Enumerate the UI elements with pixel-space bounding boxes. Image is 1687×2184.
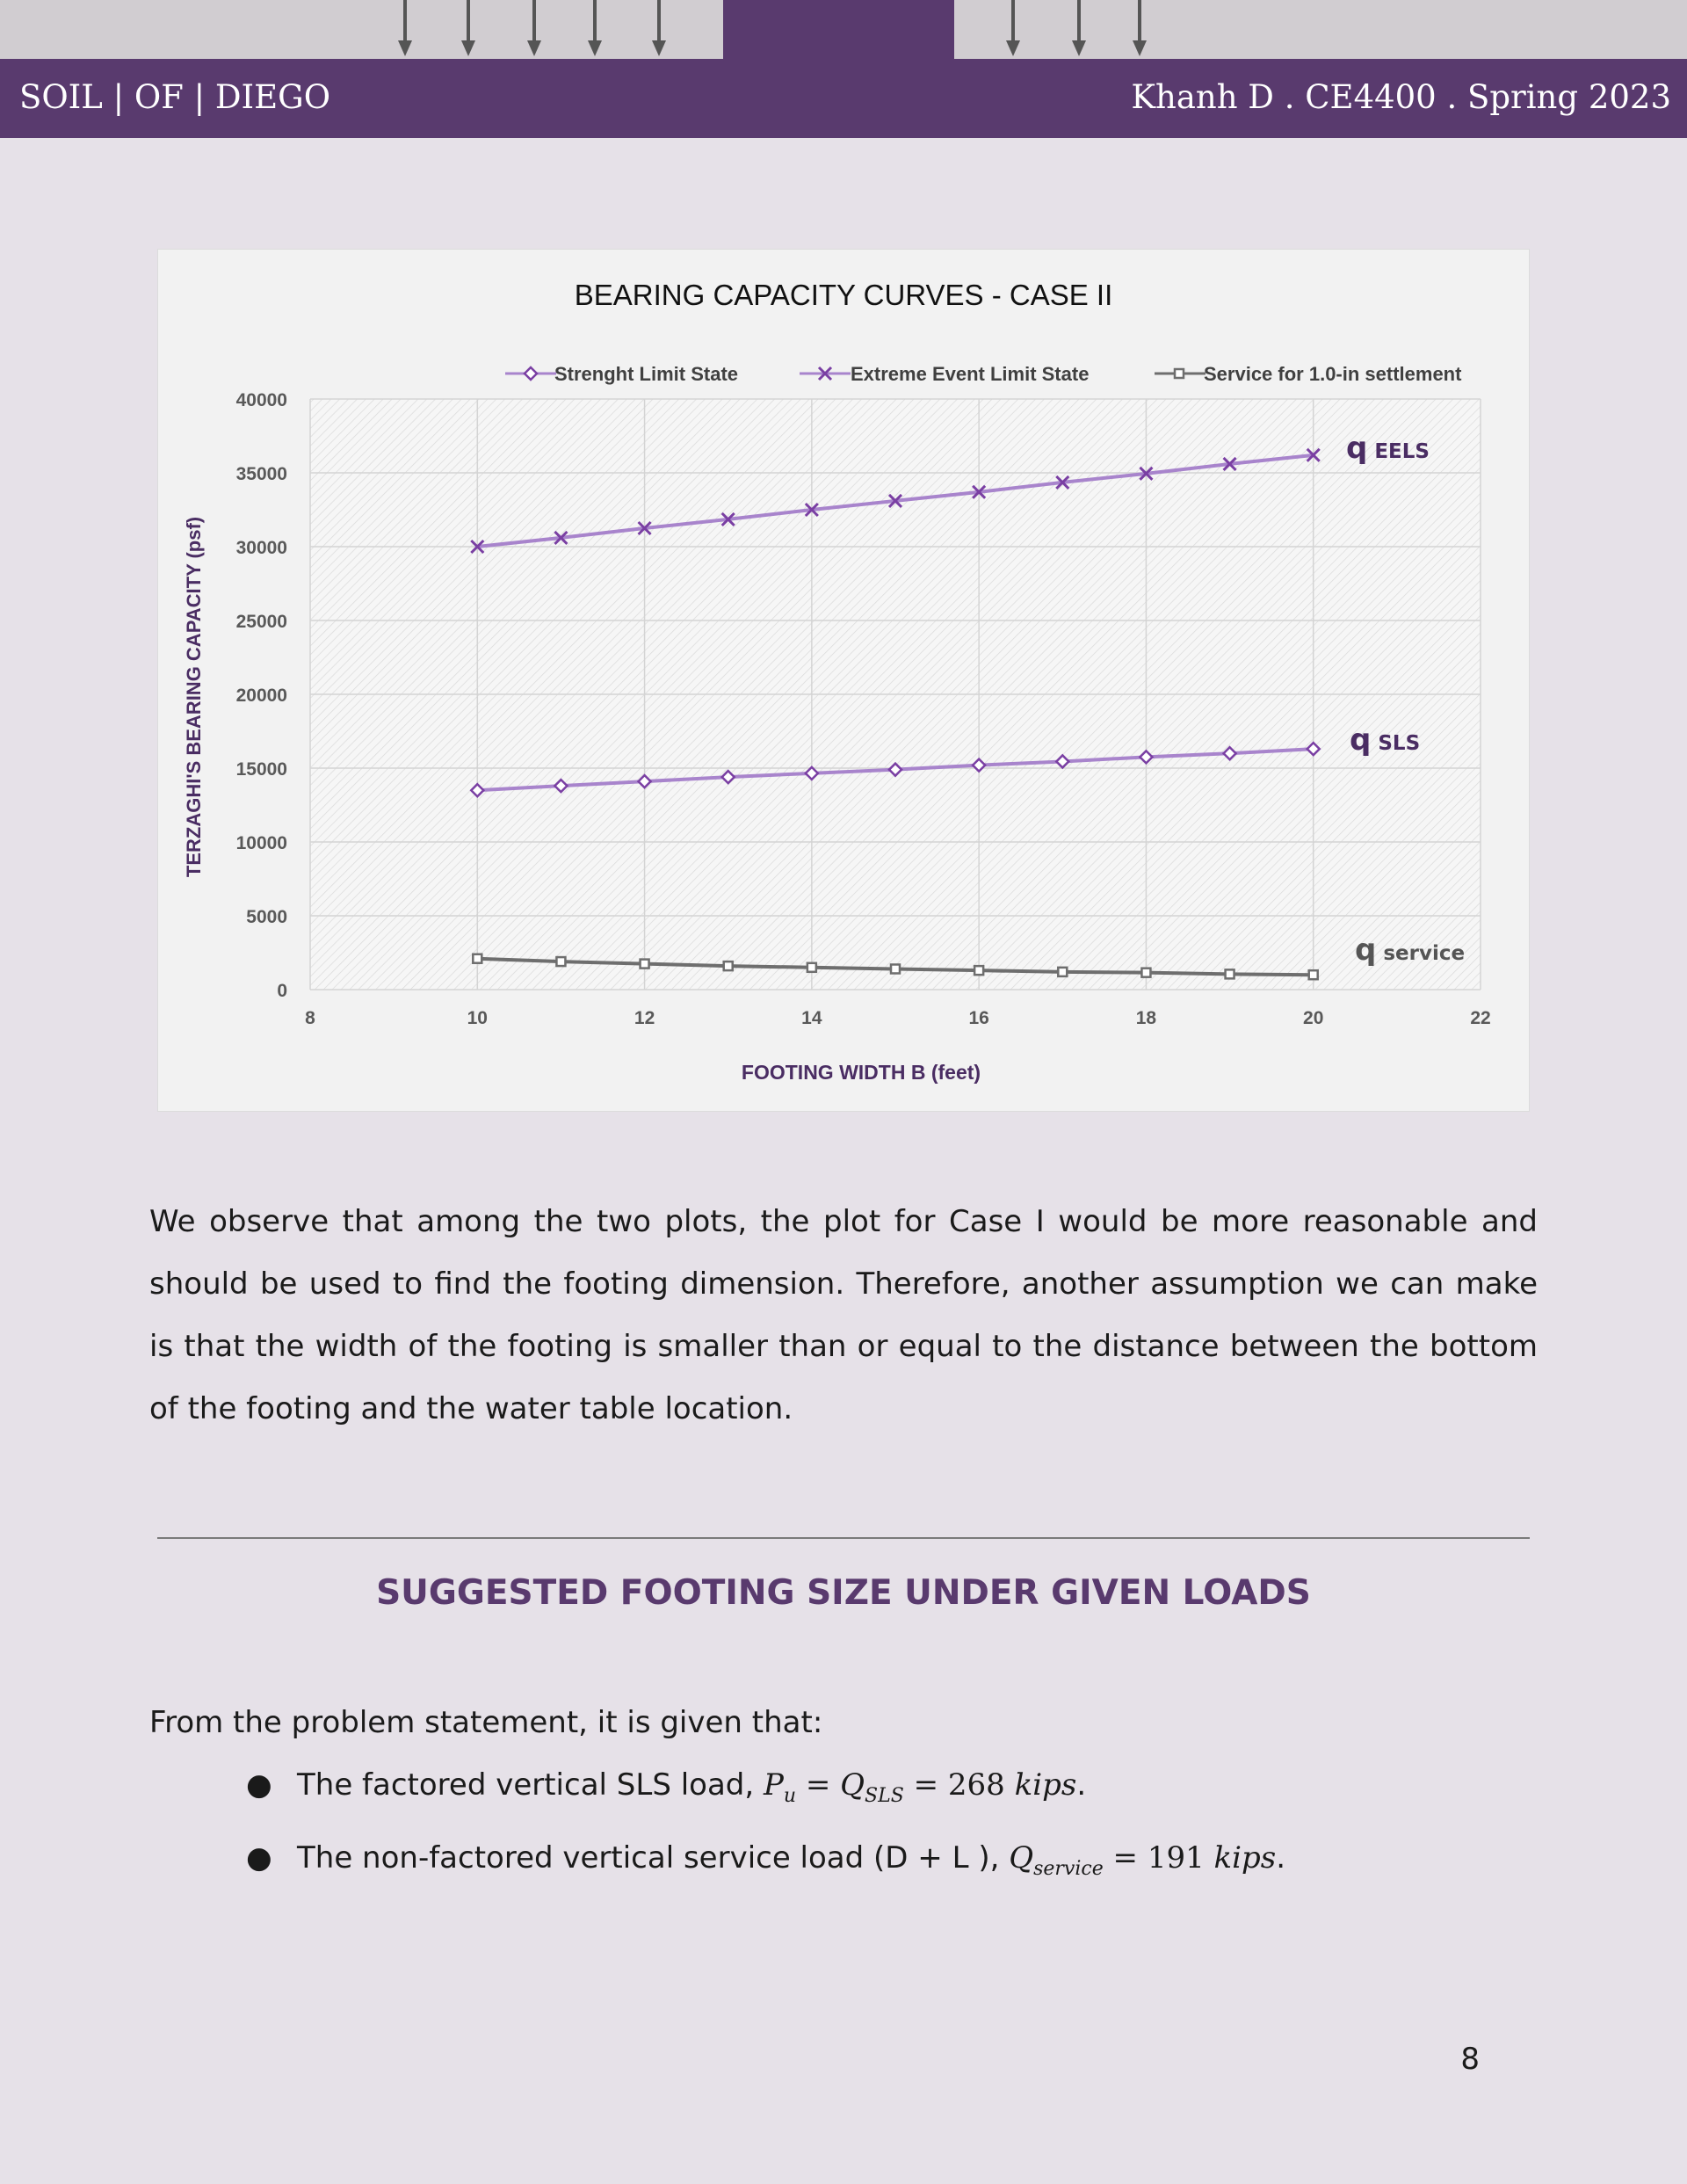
x-tick-label: 20 [1303,1008,1324,1028]
bullet-end: . [1276,1840,1286,1876]
x-tick-label: 12 [634,1008,655,1028]
math-q: Q [1009,1840,1034,1876]
math-value: = 191 [1103,1840,1214,1876]
down-arrow-icon [1004,0,1022,58]
math-q-subscript: service [1033,1857,1104,1880]
down-arrow-icon [525,0,543,58]
math-p-subscript: u [783,1784,797,1807]
x-tick-label: 18 [1135,1008,1157,1028]
data-point-service [473,954,481,963]
y-tick-label: 35000 [235,464,287,484]
annotation-q-service-symbol: q [1355,932,1377,968]
data-point-service [1226,969,1234,978]
y-tick-label: 30000 [235,538,287,558]
math-equals: = [796,1767,841,1803]
legend-label-eels: Extreme Event Limit State [851,363,1090,385]
annotation-q-sls-symbol: q [1350,722,1372,758]
annotation-q-service-subscript: service [1383,942,1466,965]
math-q: Q [840,1767,865,1803]
down-arrow-icon [460,0,477,58]
y-tick-label: 10000 [235,833,287,853]
section-divider [157,1537,1530,1539]
top-color-block [723,0,954,60]
data-point-service [974,966,983,975]
bullet-text: The factored vertical SLS load, [297,1767,764,1803]
legend-marker-sls [525,367,537,380]
annotation-q-eels-subscript: EELS [1374,440,1430,463]
data-point-service [724,961,733,970]
bearing-capacity-chart [158,250,1529,1111]
down-arrow-icon [1070,0,1088,58]
service-load-text [297,1840,1285,1880]
down-arrow-icon [586,0,604,58]
data-point-service [556,957,565,966]
sls-load-text [297,1767,1086,1807]
bullet-end: . [1076,1767,1087,1803]
y-tick-label: 15000 [235,759,287,780]
legend-marker-service [1175,369,1184,378]
y-tick-label: 0 [277,981,287,1001]
data-point-service [891,964,900,973]
math-p: P [763,1767,784,1803]
x-tick-label: 14 [801,1008,822,1028]
data-point-service [807,963,816,972]
data-point-service [1141,969,1150,977]
y-tick-label: 5000 [246,907,287,927]
header-title: SOIL | OF | DIEGO [19,78,331,116]
chart-title: BEARING CAPACITY CURVES - CASE II [574,279,1113,311]
x-tick-label: 10 [467,1008,488,1028]
math-value: = 268 [903,1767,1015,1803]
bullet-marker: ● [246,1840,272,1876]
annotation-q-sls-subscript: SLS [1378,732,1421,755]
section-heading: SUGGESTED FOOTING SIZE UNDER GIVEN LOADS [376,1573,1311,1613]
intro-text: From the problem statement, it is given that: [149,1705,823,1740]
math-unit: kips [1213,1840,1277,1876]
down-arrow-icon [650,0,668,58]
chart-card [157,249,1530,1112]
math-unit: kips [1014,1767,1077,1803]
down-arrow-icon [1131,0,1148,58]
bullet-text: The non-factored vertical service load (D + L ), [297,1840,1010,1876]
down-arrow-icon [396,0,414,58]
y-tick-label: 20000 [235,686,287,706]
observation-paragraph: We observe that among the two plots, the plot for Case I would be more reasonable and should be used to find the footing dimension. Therefore, another assumption we can make is that the width of the footing is smaller than or equal to the distance between the bottom of the footing and the water table location. [149,1204,1538,1426]
data-point-service [1309,970,1318,979]
data-point-service [641,960,649,969]
x-tick-label: 8 [305,1008,315,1028]
x-tick-label: 16 [968,1008,989,1028]
bullet-marker: ● [246,1767,272,1803]
annotation-q-eels-symbol: q [1346,431,1368,466]
header-author: Khanh D . CE4400 . Spring 2023 [1131,78,1671,116]
legend-label-sls: Strenght Limit State [554,363,739,385]
page-number: 8 [1460,2042,1480,2077]
math-q-subscript: SLS [865,1784,904,1807]
x-tick-label: 22 [1470,1008,1491,1028]
y-tick-label: 40000 [235,390,287,410]
x-axis-label: FOOTING WIDTH B (feet) [741,1061,981,1084]
y-axis-label: TERZAGHI'S BEARING CAPACITY (psf) [183,516,205,878]
y-tick-label: 25000 [235,612,287,632]
header-bar [0,59,1687,138]
data-point-service [1058,968,1067,976]
chart-legend [505,363,1462,385]
legend-label-service: Service for 1.0-in settlement [1204,363,1462,385]
